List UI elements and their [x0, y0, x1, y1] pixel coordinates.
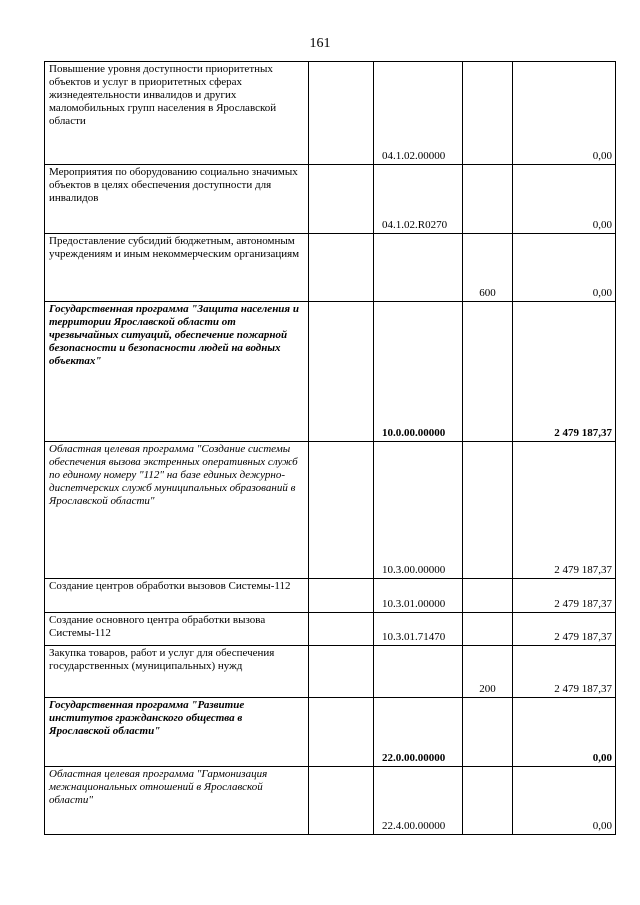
row-code: 10.3.01.71470	[374, 613, 463, 646]
row-sum: 2 479 187,37	[513, 579, 616, 613]
row-name: Создание центров обработки вызовов Системы-112	[45, 579, 309, 613]
row-sum: 2 479 187,37	[513, 613, 616, 646]
row-code: 04.1.02.00000	[374, 62, 463, 165]
row-expense-type: 600	[463, 234, 513, 302]
row-code: 10.3.01.00000	[374, 579, 463, 613]
row-expense-type	[463, 579, 513, 613]
row-name: Государственная программа "Развитие институтов гражданского общества в Ярославской области"	[45, 698, 309, 767]
table-row	[45, 302, 616, 442]
row-name: Областная целевая программа "Создание системы обеспечения вызова экстренных оперативных служб по единому номеру "112" на базе единых дежурно-диспетчерских служб муниципальных образований в Ярославской области"	[45, 442, 309, 579]
row-code: 04.1.02.R0270	[374, 165, 463, 234]
row-code: 10.0.00.00000	[374, 302, 463, 442]
row-name: Создание основного центра обработки вызова Системы-112	[45, 613, 309, 646]
empty-cell	[309, 302, 374, 442]
row-expense-type	[463, 165, 513, 234]
row-expense-type	[463, 442, 513, 579]
empty-cell	[309, 442, 374, 579]
empty-cell	[309, 613, 374, 646]
empty-cell	[309, 646, 374, 698]
table-row	[45, 442, 616, 579]
row-code: 22.4.00.00000	[374, 767, 463, 835]
row-expense-type	[463, 698, 513, 767]
empty-cell	[309, 579, 374, 613]
row-code	[374, 646, 463, 698]
row-expense-type	[463, 302, 513, 442]
row-sum: 2 479 187,37	[513, 442, 616, 579]
row-sum: 0,00	[513, 767, 616, 835]
table-row	[45, 579, 616, 613]
row-sum: 0,00	[513, 698, 616, 767]
row-name: Предоставление субсидий бюджетным, автономным учреждениям и иным некоммерческим организациям	[45, 234, 309, 302]
table-row	[45, 646, 616, 698]
table-row	[45, 234, 616, 302]
row-expense-type	[463, 613, 513, 646]
empty-cell	[309, 165, 374, 234]
row-sum: 2 479 187,37	[513, 302, 616, 442]
empty-cell	[309, 62, 374, 165]
table-row	[45, 62, 616, 165]
empty-cell	[309, 234, 374, 302]
empty-cell	[309, 698, 374, 767]
page-number: 161	[309, 36, 331, 51]
table-row	[45, 698, 616, 767]
row-expense-type	[463, 767, 513, 835]
empty-cell	[309, 767, 374, 835]
row-sum: 2 479 187,37	[513, 646, 616, 698]
row-expense-type: 200	[463, 646, 513, 698]
row-name: Государственная программа "Защита населения и территории Ярославской области от чрезвычайных ситуаций, обеспечение пожарной безопасности и безопасности людей на водных объектах"	[45, 302, 309, 442]
row-sum: 0,00	[513, 165, 616, 234]
row-code: 10.3.00.00000	[374, 442, 463, 579]
row-name: Областная целевая программа "Гармонизация межнациональных отношений в Ярославской области"	[45, 767, 309, 835]
row-name: Закупка товаров, работ и услуг для обеспечения государственных (муниципальных) нужд	[45, 646, 309, 698]
table-row	[45, 767, 616, 835]
row-sum: 0,00	[513, 62, 616, 165]
row-code: 22.0.00.00000	[374, 698, 463, 767]
row-sum: 0,00	[513, 234, 616, 302]
row-code	[374, 234, 463, 302]
row-name: Повышение уровня доступности приоритетных объектов и услуг в приоритетных сферах жизнедеятельности инвалидов и других маломобильных групп населения в Ярославской области	[45, 62, 309, 165]
table-row	[45, 613, 616, 646]
row-name: Мероприятия по оборудованию социально значимых объектов в целях обеспечения доступности для инвалидов	[45, 165, 309, 234]
table-row	[45, 165, 616, 234]
budget-table	[44, 61, 616, 835]
row-expense-type	[463, 62, 513, 165]
